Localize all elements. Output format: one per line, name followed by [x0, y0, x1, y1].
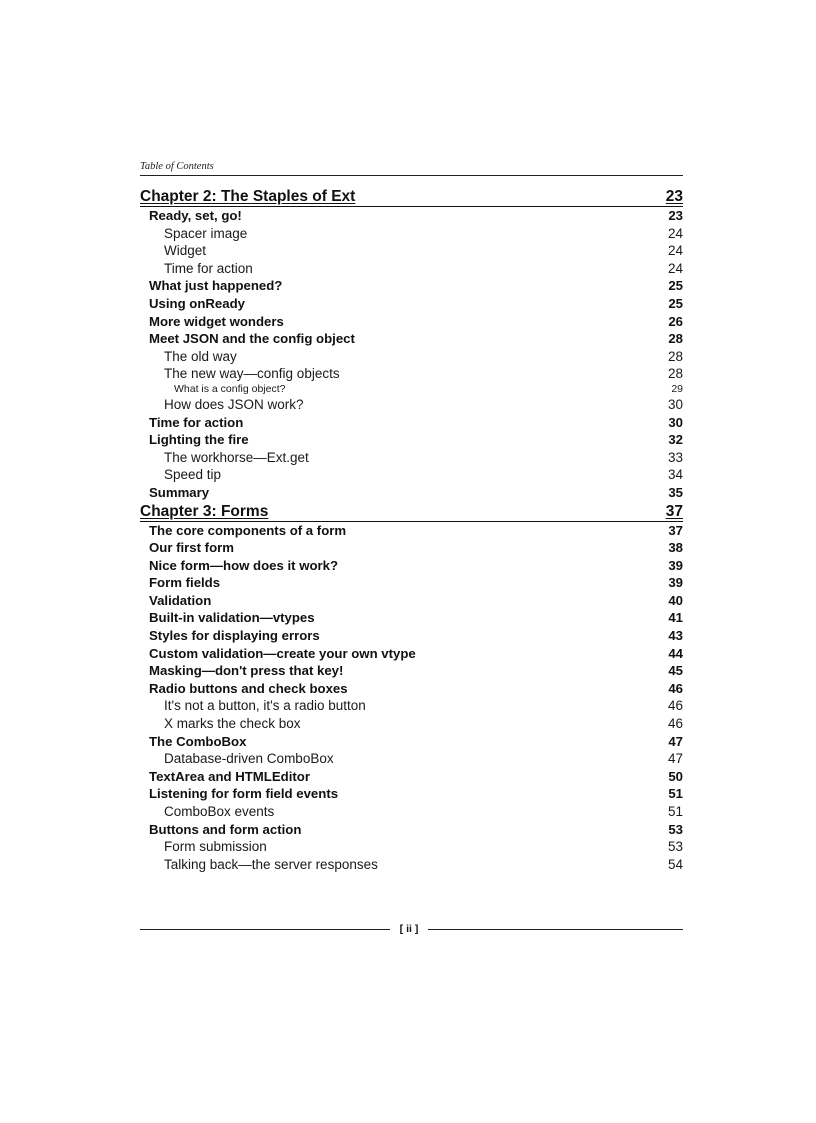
toc-entry-page-number: 47: [668, 733, 683, 749]
toc-entry-title: Buttons and form action: [149, 821, 302, 837]
toc-entry-title: Widget: [164, 243, 207, 259]
toc-entry-title: Lighting the fire: [149, 432, 249, 448]
toc-entry-level-1[interactable]: [140, 484, 683, 502]
toc-entry-level-2[interactable]: [140, 697, 683, 715]
toc-entry-page-number: 30: [668, 414, 683, 430]
toc-entry-title: X marks the check box: [164, 716, 301, 732]
toc-entry-level-1[interactable]: [140, 522, 683, 540]
toc-entry-page-number: 32: [668, 432, 683, 448]
toc-entry-page-number: 26: [668, 313, 683, 329]
toc-entry-title: Form submission: [164, 839, 267, 855]
toc-entry-page-number: 23: [668, 208, 683, 223]
toc-entry-page-number: 46: [668, 680, 683, 696]
toc-entry-level-2[interactable]: [140, 803, 683, 821]
toc-entry-page-number: 43: [668, 628, 683, 644]
toc-entry-title: Speed tip: [164, 467, 222, 483]
toc-entry-level-2[interactable]: [140, 838, 683, 856]
toc-entry-level-3[interactable]: [140, 383, 683, 396]
toc-entry-title: Nice form—how does it work?: [149, 557, 339, 573]
toc-entry-level-2[interactable]: [140, 449, 683, 467]
toc-entry-title: Custom validation—create your own vtype: [149, 645, 416, 661]
header-label: Table of Contents: [140, 161, 214, 172]
toc-entry-page-number: 40: [668, 592, 683, 608]
table-of-contents: [140, 187, 683, 873]
toc-entry-level-1[interactable]: [140, 277, 683, 295]
toc-entry-page-number: 45: [668, 663, 683, 679]
toc-entry-level-1[interactable]: [140, 609, 683, 627]
toc-entry-page-number: 37: [668, 522, 683, 538]
toc-entry-title: The core components of a form: [149, 522, 347, 538]
toc-entry-title: What is a config object?: [174, 382, 286, 395]
toc-entry-title: It's not a button, it's a radio button: [164, 698, 366, 714]
toc-entry-level-1[interactable]: [140, 662, 683, 680]
footer-page-number: [ ii ]: [399, 923, 419, 935]
toc-entry-title: What just happened?: [149, 278, 283, 294]
toc-entry-title: Spacer image: [164, 225, 248, 241]
toc-entry-page-number: 47: [667, 751, 683, 767]
toc-entry-title: ComboBox events: [164, 804, 275, 819]
toc-entry-title: The workhorse—Ext.get: [164, 449, 309, 465]
toc-entry-title: Chapter 2: The Staples of Ext: [140, 188, 356, 205]
toc-entry-page-number: 25: [668, 295, 683, 311]
toc-entry-level-1[interactable]: [140, 733, 683, 751]
toc-entry-title: Our first form: [149, 540, 234, 556]
toc-entry-level-1[interactable]: [140, 557, 683, 575]
toc-entry-page-number: 37: [665, 502, 683, 520]
toc-chapter-heading[interactable]: [140, 502, 683, 522]
toc-entry-level-2[interactable]: [140, 365, 683, 383]
footer-rule-right: [428, 929, 683, 930]
toc-entry-level-2[interactable]: [140, 396, 683, 414]
toc-entry-level-1[interactable]: [140, 645, 683, 663]
toc-entry-level-1[interactable]: [140, 330, 683, 348]
toc-entry-level-1[interactable]: [140, 207, 683, 225]
toc-entry-level-1[interactable]: [140, 414, 683, 432]
toc-entry-title: The old way: [164, 348, 237, 364]
toc-entry-page-number: 53: [667, 839, 683, 855]
toc-entry-title: Database-driven ComboBox: [164, 751, 334, 767]
toc-entry-level-2[interactable]: [140, 750, 683, 768]
toc-entry-page-number: 35: [668, 484, 683, 500]
toc-entry-title: Chapter 3: Forms: [140, 502, 269, 520]
toc-entry-level-1[interactable]: [140, 295, 683, 313]
toc-entry-title: Built-in validation—vtypes: [149, 610, 315, 626]
toc-entry-page-number: 39: [668, 557, 683, 573]
toc-entry-page-number: 38: [668, 540, 683, 556]
toc-entry-title: Form fields: [149, 575, 221, 591]
running-header: [140, 159, 683, 176]
toc-entry-page-number: 46: [667, 698, 683, 714]
toc-entry-level-2[interactable]: [140, 242, 683, 260]
toc-entry-page-number: 39: [668, 575, 683, 591]
toc-entry-page-number: 28: [667, 366, 683, 382]
toc-entry-level-1[interactable]: [140, 431, 683, 449]
toc-entry-title: Time for action: [164, 260, 253, 276]
footer-rule-left: [140, 929, 390, 930]
toc-entry-level-1[interactable]: [140, 313, 683, 331]
toc-entry-page-number: 24: [667, 243, 683, 259]
toc-entry-title: The ComboBox: [149, 733, 247, 749]
toc-entry-page-number: 50: [668, 768, 683, 784]
toc-entry-page-number: 51: [667, 804, 683, 819]
toc-entry-page-number: 30: [667, 396, 683, 412]
toc-entry-title: The new way—config objects: [164, 366, 340, 382]
toc-entry-page-number: 54: [667, 856, 683, 872]
toc-entry-page-number: 51: [668, 786, 683, 802]
toc-entry-page-number: 41: [668, 610, 683, 626]
page-footer: [140, 921, 683, 937]
toc-entry-page-number: 28: [667, 348, 683, 364]
toc-entry-level-1[interactable]: [140, 785, 683, 803]
toc-entry-title: Time for action: [149, 414, 244, 430]
toc-entry-title: Ready, set, go!: [149, 208, 242, 223]
toc-entry-level-2[interactable]: [140, 715, 683, 733]
toc-entry-title: Masking—don't press that key!: [149, 663, 344, 679]
toc-entry-title: Using onReady: [149, 295, 245, 311]
toc-entry-title: TextArea and HTMLEditor: [149, 768, 310, 784]
toc-entry-title: Validation: [149, 592, 212, 608]
toc-entry-page-number: 53: [668, 821, 683, 837]
toc-entry-title: How does JSON work?: [164, 396, 304, 412]
toc-entry-level-1[interactable]: [140, 627, 683, 645]
toc-entry-level-2[interactable]: [140, 260, 683, 278]
toc-entry-title: Meet JSON and the config object: [149, 331, 355, 347]
toc-entry-page-number: 46: [667, 716, 683, 732]
toc-entry-page-number: 33: [667, 449, 683, 465]
toc-entry-page-number: 34: [667, 467, 683, 483]
toc-entry-level-1[interactable]: [140, 680, 683, 698]
toc-entry-level-1[interactable]: [140, 539, 683, 557]
toc-entry-title: Radio buttons and check boxes: [149, 680, 348, 696]
toc-entry-page-number: 25: [668, 278, 683, 294]
toc-entry-page-number: 29: [671, 382, 683, 395]
toc-entry-page-number: 44: [668, 645, 683, 661]
toc-entry-page-number: 28: [668, 331, 683, 347]
toc-entry-level-1[interactable]: [140, 592, 683, 610]
toc-entry-page-number: 24: [667, 260, 683, 276]
toc-entry-level-2[interactable]: [140, 856, 683, 874]
toc-entry-title: More widget wonders: [149, 313, 284, 329]
toc-entry-title: Talking back—the server responses: [164, 856, 378, 872]
toc-entry-title: Summary: [149, 484, 210, 500]
toc-entry-level-2[interactable]: [140, 466, 683, 484]
toc-entry-page-number: 24: [667, 225, 683, 241]
toc-entry-level-1[interactable]: [140, 574, 683, 592]
toc-entry-level-1[interactable]: [140, 821, 683, 839]
toc-chapter-heading[interactable]: [140, 187, 683, 207]
toc-entry-title: Styles for displaying errors: [149, 628, 320, 644]
toc-entry-level-1[interactable]: [140, 768, 683, 786]
toc-entry-level-2[interactable]: [140, 225, 683, 243]
toc-entry-level-2[interactable]: [140, 348, 683, 366]
toc-entry-page-number: 23: [665, 188, 683, 205]
toc-entry-title: Listening for form field events: [149, 786, 339, 802]
